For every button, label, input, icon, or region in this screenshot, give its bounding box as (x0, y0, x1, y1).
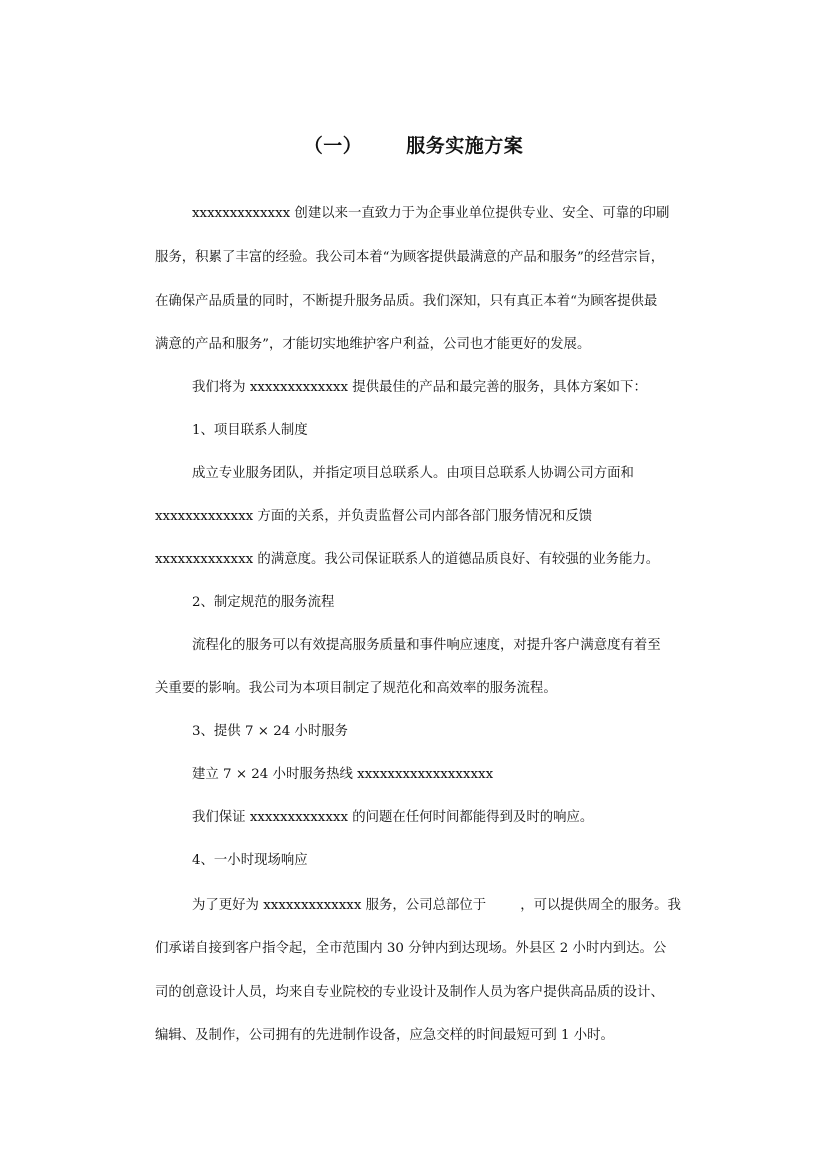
paragraph-line: 在确保产品质量的同时，不断提升服务品质。我们深知，只有真正本着“为顾客提供最 (155, 294, 658, 309)
paragraph-line: 满意的产品和服务”，才能切实地维护客户利益，公司也才能更好的发展。 (155, 337, 591, 352)
title-text: 服务实施方案 (406, 135, 524, 157)
paragraph-line: 们承诺自接到客户指令起，全市范围内 30 分钟内到达现场。外县区 2 小时内到达。公 (155, 941, 667, 956)
section-heading: 2、制定规范的服务流程 (192, 595, 335, 610)
paragraph-line: xxxxxxxxxxxxx 的满意度。我公司保证联系人的道德品质良好、有较强的业务能力。 (155, 552, 660, 567)
section-heading: 1、项目联系人制度 (192, 423, 308, 438)
paragraph-line: 为了更好为 xxxxxxxxxxxxx 服务，公司总部位于 ，可以提供周全的服务。我 (192, 898, 681, 913)
paragraph-line: 我们将为 xxxxxxxxxxxxx 提供最佳的产品和最完善的服务，具体方案如下： (192, 380, 647, 395)
paragraph-line: 成立专业服务团队，并指定项目总联系人。由项目总联系人协调公司方面和 (192, 466, 634, 481)
paragraph-line: xxxxxxxxxxxxx 创建以来一直致力于为企事业单位提供专业、安全、可靠的印刷 (192, 206, 670, 221)
paragraph-line: 司的创意设计人员，均来自专业院校的专业设计及制作人员为客户提供高品质的设计、 (155, 985, 664, 1000)
section-heading: 3、提供 7 × 24 小时服务 (192, 724, 349, 739)
page-title (0, 131, 827, 158)
section-heading: 4、一小时现场响应 (192, 853, 308, 868)
paragraph-line: 服务，积累了丰富的经验。我公司本着“为顾客提供最满意的产品和服务”的经营宗旨， (155, 250, 665, 265)
paragraph-line: 我们保证 xxxxxxxxxxxxx 的问题在任何时间都能得到及时的响应。 (192, 810, 594, 825)
paragraph-line: 建立 7 × 24 小时服务热线 xxxxxxxxxxxxxxxxxx (192, 767, 494, 782)
title-number: （一） (303, 135, 363, 157)
paragraph-line: xxxxxxxxxxxxx 方面的关系，并负责监督公司内部各部门服务情况和反馈 (155, 509, 593, 524)
paragraph-line: 流程化的服务可以有效提高服务质量和事件响应速度，对提升客户满意度有着至 (192, 638, 661, 653)
paragraph-line: 关重要的影响。我公司为本项目制定了规范化和高效率的服务流程。 (155, 681, 557, 696)
paragraph-line: 编辑、及制作，公司拥有的先进制作设备，应急交样的时间最短可到 1 小时。 (155, 1028, 614, 1043)
